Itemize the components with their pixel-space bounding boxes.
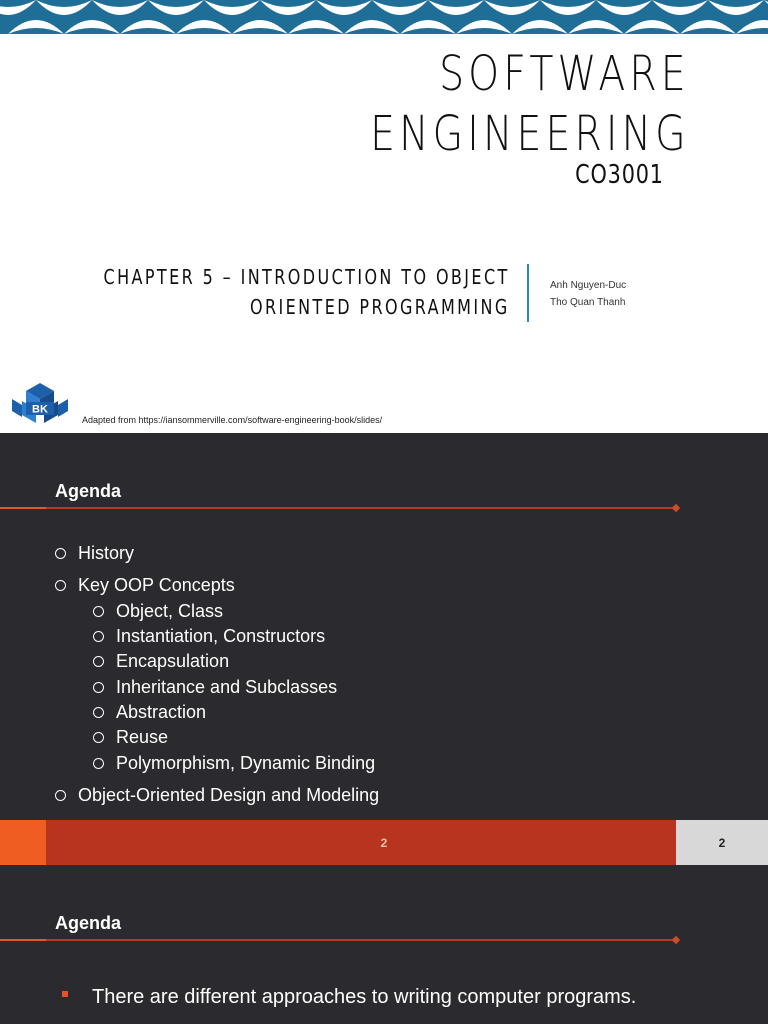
agenda-item-label: Object-Oriented Design and Modeling [78, 784, 380, 805]
square-bullet-icon [62, 991, 68, 997]
slide-title [370, 44, 690, 164]
course-code: CO3001 [575, 160, 664, 190]
chapter-line-2: ORIENTED PROGRAMMING [250, 295, 510, 319]
agenda-slide-2 [0, 865, 768, 1024]
agenda-item [55, 783, 379, 808]
svg-text:BK: BK [32, 403, 48, 416]
circle-bullet-icon [93, 707, 104, 718]
circle-bullet-icon [93, 606, 104, 617]
decorative-pattern-banner [0, 0, 768, 34]
university-logo-icon [10, 383, 70, 429]
rule-end-diamond [672, 936, 680, 944]
heading-rule-accent [0, 939, 46, 941]
agenda-subitem [55, 750, 379, 775]
chapter-line-1: CHAPTER 5 – INTRODUCTION TO OBJECT [103, 265, 510, 289]
author-name: Tho Quan Thanh [550, 297, 626, 308]
agenda-item-label: Encapsulation [116, 651, 230, 672]
agenda-subitem [55, 649, 379, 674]
agenda-item-label: Polymorphism, Dynamic Binding [116, 752, 376, 773]
agenda-list [55, 541, 379, 808]
circle-bullet-icon [55, 548, 66, 559]
heading-rule [0, 939, 676, 941]
agenda-item-label: Instantiation, Constructors [116, 626, 326, 647]
agenda-item [55, 573, 379, 598]
circle-bullet-icon [93, 732, 104, 743]
agenda-item-label: Abstraction [116, 701, 207, 722]
circle-bullet-icon [93, 656, 104, 667]
agenda-item-label: Inheritance and Subclasses [116, 676, 338, 697]
title-line-2: ENGINEERING [370, 106, 690, 162]
agenda-subitem [55, 725, 379, 750]
agenda-item-label: Key OOP Concepts [78, 575, 235, 596]
bullet-text: There are different approaches to writing computer programs. [92, 986, 637, 1008]
heading-rule-accent [0, 507, 46, 509]
chapter-title [104, 262, 510, 322]
circle-bullet-icon [93, 758, 104, 769]
heading-rule [0, 507, 676, 509]
agenda-subitem [55, 599, 379, 624]
agenda-subitem [55, 674, 379, 699]
slide-footer [0, 820, 768, 865]
page-number: 2 [718, 836, 726, 850]
slide-heading: Agenda [55, 913, 122, 933]
source-attribution: Adapted from https://iansommerville.com/software-engineering-book/slides/ [82, 415, 383, 425]
rule-end-diamond [672, 504, 680, 512]
agenda-item-label: Reuse [116, 727, 169, 748]
author-list [550, 277, 626, 311]
slide-heading: Agenda [55, 481, 122, 501]
agenda-item-label: History [78, 543, 135, 564]
title-slide [0, 0, 768, 433]
author-name: Anh Nguyen-Duc [550, 280, 627, 291]
agenda-item-label: Object, Class [116, 600, 224, 621]
author-divider [527, 264, 529, 322]
title-line-1: SOFTWARE [439, 46, 690, 102]
agenda-item [55, 541, 379, 566]
agenda-slide [0, 433, 768, 865]
circle-bullet-icon [55, 790, 66, 801]
agenda-subitem [55, 700, 379, 725]
circle-bullet-icon [55, 580, 66, 591]
circle-bullet-icon [93, 631, 104, 642]
circle-bullet-icon [93, 682, 104, 693]
page-number-center: 2 [380, 836, 388, 850]
agenda-subitem [55, 624, 379, 649]
